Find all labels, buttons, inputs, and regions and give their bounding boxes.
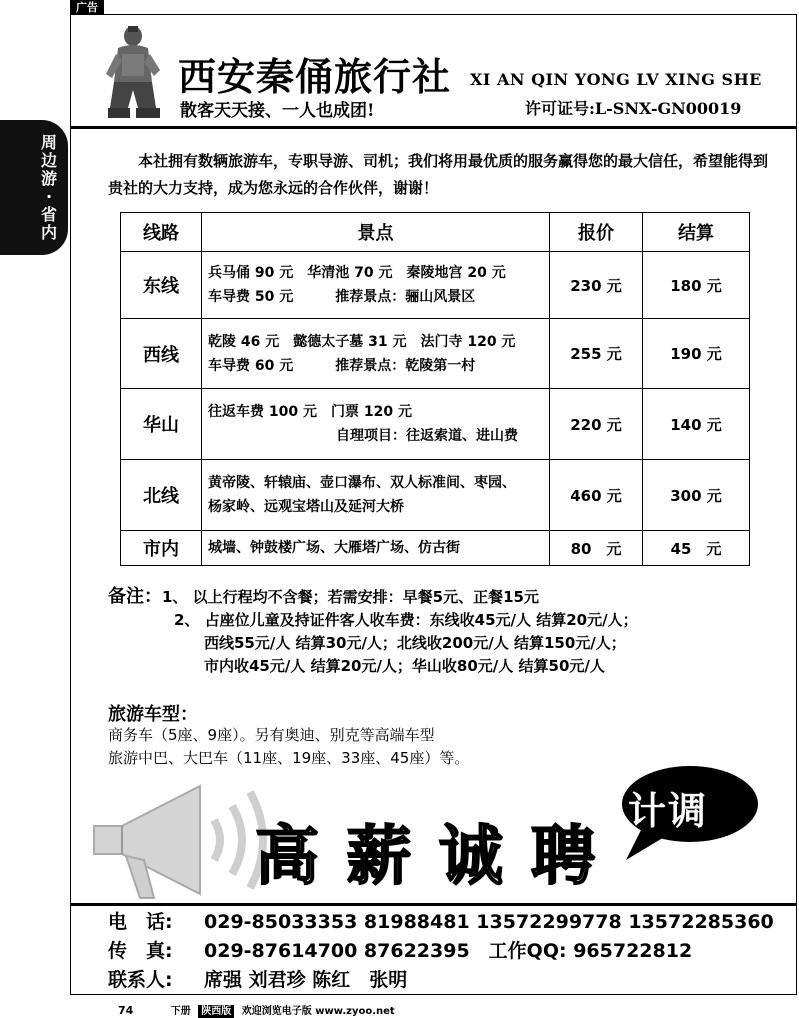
- table-row: [121, 460, 750, 531]
- settle-cell: 180 元: [643, 252, 750, 319]
- settle-cell: 300 元: [643, 460, 750, 531]
- fax-numbers: 029-87614700 87622395 工作QQ: 965722812: [204, 940, 693, 962]
- ad-tag: 广告: [70, 0, 104, 15]
- volume-label: 下册: [170, 1006, 191, 1017]
- brand-badge: 陕西版: [198, 1005, 234, 1018]
- table-row: [121, 319, 750, 389]
- price-cell: 460 元: [550, 460, 643, 531]
- page-number: 74: [118, 1004, 134, 1017]
- terracotta-warrior-icon: [100, 24, 166, 122]
- route-cell: 东线: [121, 252, 202, 319]
- spots-cell: 往返车费 100 元 门票 120 元 自理项目：往返索道、进山费: [202, 389, 550, 460]
- company-pinyin: XI AN QIN YONG LV XING SHE: [470, 70, 762, 89]
- intro-paragraph: 本社拥有数辆旅游车，专职导游、司机；我们将用最优质的服务赢得您的最大信任，希望能得到贵社的大力支持，成为您永远的合作伙伴，谢谢！: [108, 152, 769, 197]
- footer: [118, 1002, 395, 1017]
- header-settle: 结算: [643, 213, 750, 252]
- route-cell: 市内: [121, 531, 202, 566]
- note-2-cont: 西线55元/人 结算30元/人；北线收200元/人 结算150元/人；: [204, 634, 626, 652]
- vehicle-line: 旅游中巴、大巴车（11座、19座、33座、45座）等。: [108, 749, 470, 767]
- license-number: 许可证号:L-SNX-GN00019: [525, 99, 742, 118]
- table-row: [121, 531, 750, 566]
- top-rule: [70, 14, 797, 15]
- section-tab-label: 周边游·省内: [40, 133, 57, 242]
- phone-label: 电 话:: [108, 911, 173, 933]
- price-cell: 230 元: [550, 252, 643, 319]
- route-cell: 华山: [121, 389, 202, 460]
- bubble-text: 计调: [628, 789, 709, 833]
- price-cell: 220 元: [550, 389, 643, 460]
- table-header-row: [121, 213, 750, 252]
- price-cell: 80 元: [550, 531, 643, 566]
- megaphone-icon: [82, 770, 272, 910]
- spots-cell: 城墙、钟鼓楼广场、大雁塔广场、仿古街: [202, 531, 550, 566]
- spots-cell: 乾陵 46 元 懿德太子墓 31 元 法门寺 120 元 车导费 60 元 推荐景点：乾陵第一村: [202, 319, 550, 389]
- tour-price-table: [120, 212, 750, 566]
- footer-text: 欢迎浏览电子版 www.zyoo.net: [241, 1006, 395, 1017]
- settle-cell: 140 元: [643, 389, 750, 460]
- settle-cell: 190 元: [643, 319, 750, 389]
- fax-label: 传 真:: [108, 940, 173, 962]
- contact-person-label: 联系人:: [108, 969, 173, 991]
- spots-cell: 兵马俑 90 元 华清池 70 元 秦陵地宫 20 元 车导费 50 元 推荐景点：骊山风景区: [202, 252, 550, 319]
- notes-block: [108, 585, 638, 678]
- phone-numbers: 029-85033353 81988481 13572299778 13572285360: [204, 911, 774, 933]
- header-divider: [70, 126, 797, 129]
- company-name: 西安秦俑旅行社: [178, 54, 452, 99]
- route-cell: 北线: [121, 460, 202, 531]
- contact-block: [108, 908, 774, 995]
- contact-persons: 席强 刘君珍 陈红 张明: [204, 969, 408, 991]
- footer-divider: [70, 994, 797, 995]
- vehicle-line: 商务车（5座、9座）。另有奥迪、别克等高端车型: [108, 726, 435, 744]
- hiring-headline: 高薪诚聘: [255, 819, 623, 894]
- header-spots: 景点: [202, 213, 550, 252]
- slogan: 散客天天接、一人也成团!: [180, 101, 375, 121]
- vehicle-title: 旅游车型：: [108, 704, 198, 725]
- header-route: 线路: [121, 213, 202, 252]
- table-row: [121, 389, 750, 460]
- spots-cell: 黄帝陵、轩辕庙、壶口瀑布、双人标准间、枣园、 杨家岭、远观宝塔山及延河大桥: [202, 460, 550, 531]
- table-row: [121, 252, 750, 319]
- note-2-cont: 市内收45元/人 结算20元/人；华山收80元/人 结算50元/人: [204, 657, 605, 675]
- settle-cell: 45 元: [643, 531, 750, 566]
- note-2: 2、 占座位儿童及持证件客人收车费：东线收45元/人 结算20元/人；: [174, 611, 638, 629]
- notes-label: 备注：: [108, 586, 162, 607]
- contact-divider: [70, 903, 797, 906]
- note-1: 1、 以上行程均不含餐；若需安排：早餐5元、正餐15元: [162, 588, 539, 606]
- header-price: 报价: [550, 213, 643, 252]
- vehicle-list: [108, 724, 469, 770]
- price-cell: 255 元: [550, 319, 643, 389]
- route-cell: 西线: [121, 319, 202, 389]
